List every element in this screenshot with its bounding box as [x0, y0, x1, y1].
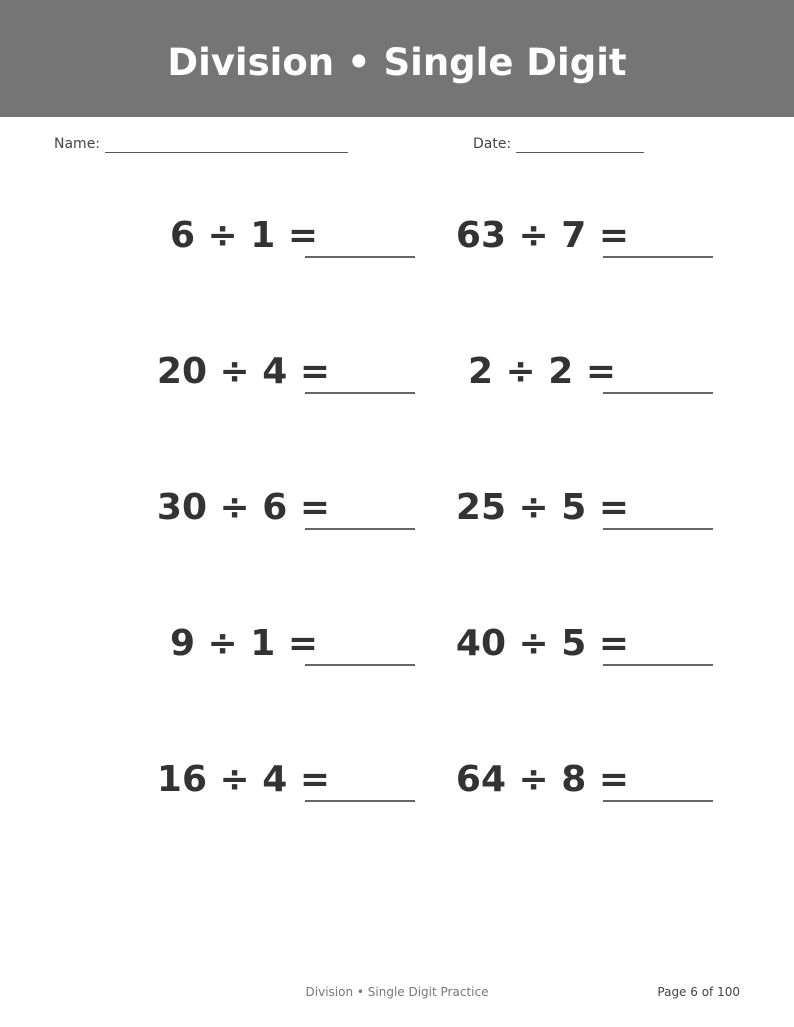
problem-expression: 63 ÷ 7 = [455, 215, 629, 256]
problem-8 [0, 622, 794, 672]
date-write-line[interactable] [516, 136, 644, 153]
problem-expression: 30 ÷ 6 = [156, 487, 330, 528]
page-number: Page 6 of 100 [657, 985, 740, 999]
problem-expression: 64 ÷ 8 = [455, 759, 629, 800]
problem-4 [0, 350, 794, 400]
answer-line[interactable] [603, 256, 713, 258]
answer-line[interactable] [603, 528, 713, 530]
answer-line[interactable] [603, 664, 713, 666]
name-write-line[interactable] [105, 136, 348, 153]
problem-6 [0, 486, 794, 536]
problem-expression: 25 ÷ 5 = [455, 487, 629, 528]
problem-2 [0, 214, 794, 264]
problem-expression: 20 ÷ 4 = [156, 351, 330, 392]
problem-expression: 6 ÷ 1 = [169, 215, 318, 256]
name-field [54, 135, 348, 153]
footer-caption: Division • Single Digit Practice [305, 985, 489, 999]
name-label: Name: [54, 136, 101, 152]
problem-expression: 9 ÷ 1 = [169, 623, 318, 664]
answer-line[interactable] [603, 800, 713, 802]
problem-expression: 2 ÷ 2 = [467, 351, 616, 392]
page-title: Division • Single Digit [167, 41, 627, 84]
date-label: Date: [473, 136, 512, 152]
problem-expression: 40 ÷ 5 = [455, 623, 629, 664]
problem-expression: 16 ÷ 4 = [156, 759, 330, 800]
date-field [473, 135, 644, 153]
problem-10 [0, 758, 794, 808]
answer-line[interactable] [603, 392, 713, 394]
